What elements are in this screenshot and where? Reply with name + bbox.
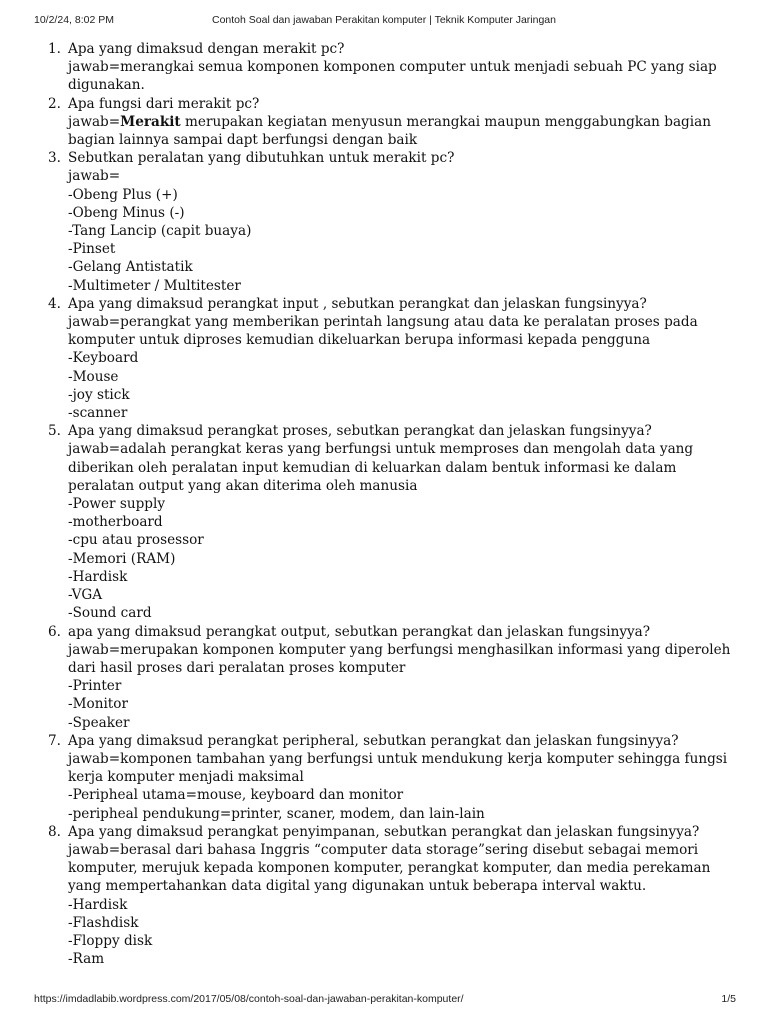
question-item: [48, 295, 732, 422]
answer-list-item: -scanner: [68, 405, 128, 422]
answer-text: jawab=merangkai semua komponen komponen computer untuk menjadi sebuah PC yang siap digunakan.: [68, 59, 717, 94]
answer-text: jawab=komponen tambahan yang berfungsi untuk mendukung kerja komputer sehingga fungsi kerja komputer menjadi maksimal: [68, 750, 728, 786]
question-number: 3.: [48, 150, 61, 167]
answer-list-item: -Flashdisk: [68, 914, 139, 931]
answer-list-item: -VGA: [68, 587, 103, 604]
answer-list-item: -joy stick: [68, 386, 130, 403]
answer-list-item: -Printer: [68, 678, 122, 695]
question-list: [48, 40, 732, 968]
question-text: Apa yang dimaksud perangkat proses, sebutkan perangkat dan jelaskan fungsinyya?: [68, 423, 652, 440]
answer-text: jawab=berasal dari bahasa Inggris “computer data storage”sering disebut sebagai memori komputer, merujuk kepada komponen komputer, perangkat komputer, dan media perekaman yang mempertahankan data digital yang digunakan untuk beberapa interval waktu.: [68, 841, 711, 895]
question-number: 6.: [48, 623, 61, 640]
answer-list-item: -Obeng Minus (-): [68, 204, 185, 221]
question-number: 5.: [48, 423, 61, 440]
answer-prefix: jawab=: [68, 113, 121, 130]
page-url: https://imdadlabib.wordpress.com/2017/05/08/contoh-soal-dan-jawaban-perakitan-komputer/: [34, 993, 464, 1005]
answer-rest: merupakan kegiatan menyusun merangkai maupun menggabungkan bagian bagian lainnya sampai dapt berfungsi dengan baik: [68, 113, 711, 149]
answer-list-item: -Power supply: [68, 496, 166, 513]
answer-list-item: -Floppy disk: [68, 932, 153, 949]
answer-list-item: -Monitor: [68, 696, 128, 713]
question-number: 4.: [48, 295, 61, 312]
answer-text: [68, 113, 732, 149]
answer-list-item: -Hardisk: [68, 896, 128, 913]
answer-list-item: -Tang Lancip (capit buaya): [68, 223, 252, 240]
answer-text: jawab=: [68, 168, 121, 185]
answer-text: jawab=adalah perangkat keras yang berfungsi untuk memproses dan mengolah data yang diberikan oleh peralatan input kemudian di keluarkan dalam bentuk informasi ke dalam peralatan output yang akan diterima oleh manusia: [68, 441, 694, 494]
question-item: [48, 823, 732, 969]
print-datetime: 10/2/24, 8:02 PM: [34, 14, 114, 26]
question-text: Apa yang dimaksud perangkat peripheral, sebutkan perangkat dan jelaskan fungsinyya?: [68, 732, 679, 749]
question-item: [48, 95, 732, 150]
answer-list-item: -Speaker: [68, 714, 130, 731]
answer-text: jawab=merupakan komponen komputer yang berfungsi menghasilkan informasi yang diperoleh dari hasil proses dari peralatan proses komputer: [68, 641, 731, 676]
question-number: 1.: [48, 41, 61, 57]
question-text: Apa yang dimaksud perangkat input , sebutkan perangkat dan jelaskan fungsinyya?: [68, 295, 647, 312]
answer-list-item: -Gelang Antistatik: [68, 259, 193, 276]
answer-list-item: -motherboard: [68, 514, 163, 531]
question-number: 2.: [48, 95, 61, 112]
answer-text: jawab=perangkat yang memberikan perintah langsung atau data ke peralatan proses pada komputer untuk diproses kemudian dikeluarkan berupa informasi kepada pengguna: [68, 314, 698, 349]
question-number: 8.: [48, 823, 61, 840]
answer-list-item: -Sound card: [68, 605, 152, 622]
answer-list-item: -Ram: [68, 951, 105, 968]
question-text: Apa yang dimaksud perangkat penyimpanan, sebutkan perangkat dan jelaskan fungsinyya?: [68, 823, 700, 840]
question-text: Apa fungsi dari merakit pc?: [68, 95, 260, 112]
answer-bold-term: Merakit: [120, 113, 181, 130]
answer-list-item: -Hardisk: [68, 568, 128, 585]
answer-list-item: -Mouse: [68, 368, 119, 385]
answer-list-item: -Multimeter / Multitester: [68, 277, 241, 294]
question-text: Sebutkan peralatan yang dibutuhkan untuk merakit pc?: [68, 150, 455, 167]
answer-list-item: -Pinset: [68, 241, 116, 258]
question-item: [48, 732, 732, 823]
question-text: Apa yang dimaksud dengan merakit pc?: [68, 41, 345, 57]
answer-list-item: -Memori (RAM): [68, 550, 176, 567]
question-item: [48, 40, 732, 95]
question-text: apa yang dimaksud perangkat output, sebutkan perangkat dan jelaskan fungsinyya?: [68, 623, 651, 640]
answer-list-item: -Peripheal utama=mouse, keyboard dan monitor: [68, 787, 404, 804]
question-number: 7.: [48, 732, 61, 749]
question-item: [48, 422, 732, 622]
answer-list-item: -cpu atau prosessor: [68, 532, 204, 549]
page-number: 1/5: [721, 993, 736, 1005]
answer-list-item: -Obeng Plus (+): [68, 186, 178, 203]
question-item: [48, 149, 732, 295]
answer-list-item: -peripheal pendukung=printer, scaner, modem, dan lain-lain: [68, 805, 485, 822]
question-item: [48, 623, 732, 732]
answer-list-item: -Keyboard: [68, 350, 139, 367]
page-title: Contoh Soal dan jawaban Perakitan komputer | Teknik Komputer Jaringan: [212, 14, 556, 26]
article-content: [48, 40, 732, 968]
